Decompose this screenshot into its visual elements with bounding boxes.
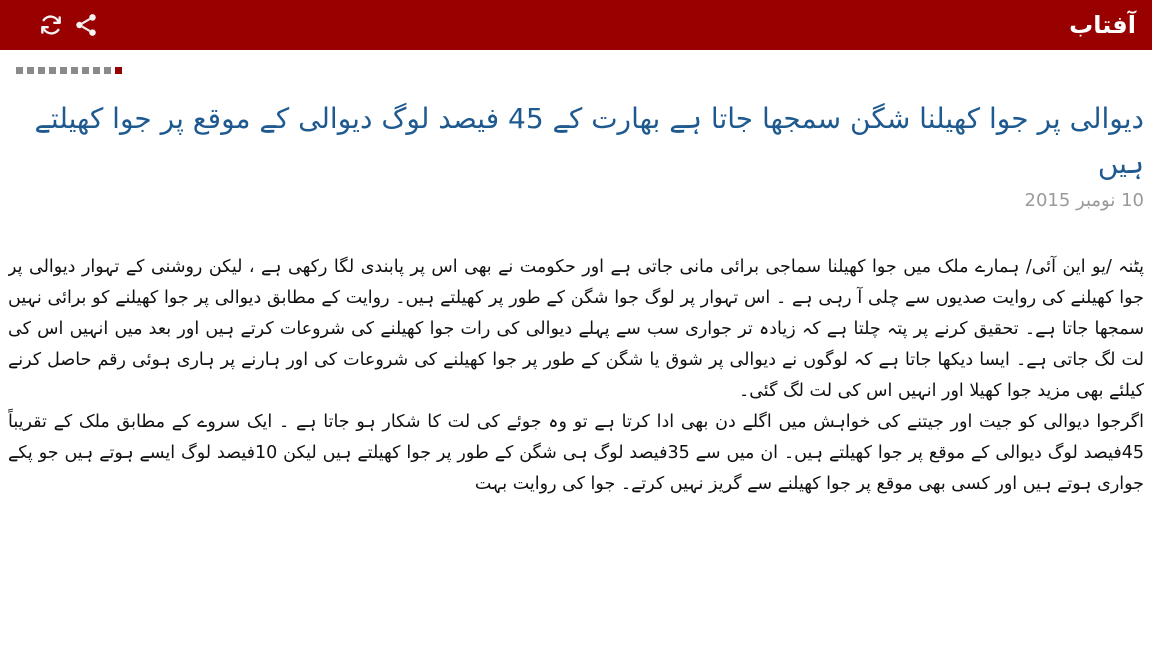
- page-dot[interactable]: [93, 67, 100, 74]
- page-dot[interactable]: [104, 67, 111, 74]
- share-icon[interactable]: [71, 10, 101, 40]
- article-date: 10 نومبر 2015: [1024, 190, 1144, 211]
- top-bar: [0, 0, 1152, 50]
- page-indicator: [16, 67, 122, 74]
- page-dot[interactable]: [82, 67, 89, 74]
- article-body: [8, 252, 1144, 580]
- page-dot[interactable]: [16, 67, 23, 74]
- article: [8, 96, 1144, 580]
- page-dot[interactable]: [115, 67, 122, 74]
- refresh-icon[interactable]: [36, 10, 66, 40]
- page-dot[interactable]: [71, 67, 78, 74]
- page-dot[interactable]: [49, 67, 56, 74]
- page-dot[interactable]: [60, 67, 67, 74]
- article-paragraph: پٹنہ /یو این آئی/ ہمارے ملک میں جوا کھیلنا سماجی برائی مانی جاتی ہے اور حکومت نے بھی اس پر پابندی لگا رکھی ہے ، لیکن روشنی کے تہوار دیوالی پر جوا کھیلنے کی روایت صدیوں سے چلی آ رہی ہے ۔ اس تہوار پر لوگ جوا شگن کے طور پر کھیلتے ہیں۔ روایت کے مطابق دیوالی پر جوا کھیلنے کو برائی نہیں سمجھا جاتا ہے۔ تحقیق کرنے پر پتہ چلتا ہے کہ زیادہ تر جواری سب سے پہلے دیوالی کی رات جوا کھیلنے کی شروعات کرتے ہیں اور بعد میں انہیں اس کی لت لگ جاتی ہے۔ ایسا دیکھا جاتا ہے کہ لوگوں نے دیوالی پر شوق یا شگن کے طور پر جوا کھیلنے کی شروعات کی اور ہارنے پر ہاری ہوئی رقم حاصل کرنے کیلئے بھی مزید جوا کھیلا اور انہیں اس کی لت لگ گئی۔: [8, 257, 1144, 401]
- page-dot[interactable]: [38, 67, 45, 74]
- article-paragraph: اگرجوا دیوالی کو جیت اور جیتنے کی خواہش میں اگلے دن بھی ادا کرتا ہے تو وہ جوئے کی لت کا شکار ہو جاتا ہے ۔ ایک سروے کے مطابق ملک کے تقریباً 45فیصد لوگ دیوالی کے موقع پر جوا کھیلتے ہیں۔ ان میں سے 35فیصد لوگ ہی شگن کے طور پر جوا کھیلتے ہیں لیکن 10فیصد لوگ ایسے ہوتے ہیں جو پکے جواری ہوتے ہیں اور کسی بھی موقع پر جوا کھیلنے سے گریز نہیں کرتے۔ جوا کی روایت بہت: [8, 412, 1144, 494]
- page-dot[interactable]: [27, 67, 34, 74]
- brand-logo: آفتاب: [1069, 11, 1136, 39]
- article-title: دیوالی پر جوا کھیلنا شگن سمجھا جاتا ہے بھارت کے 45 فیصد لوگ دیوالی کے موقع پر جوا کھیلتے ہیں: [34, 102, 1144, 180]
